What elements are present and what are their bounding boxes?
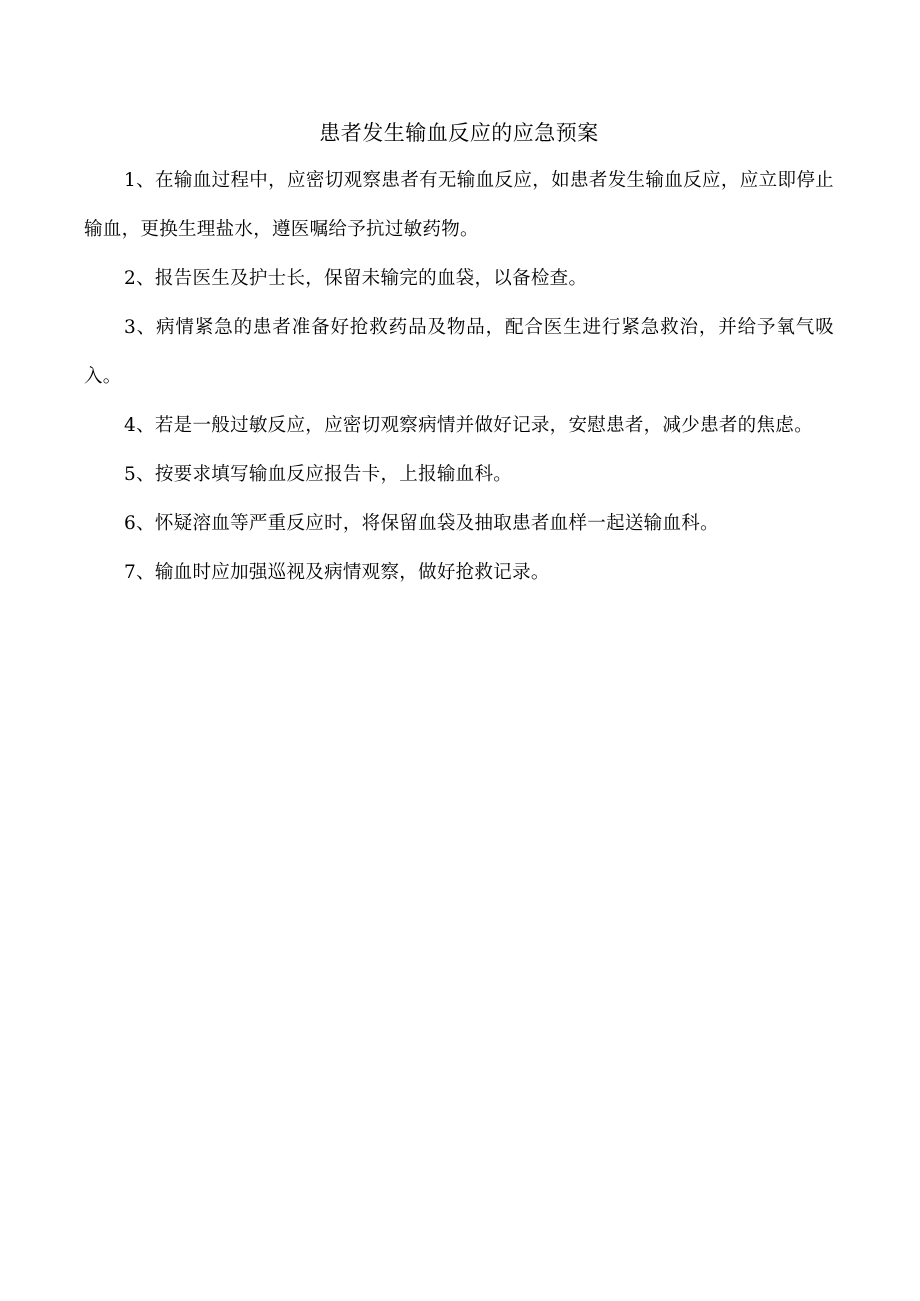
paragraph-3: 3、病情紧急的患者准备好抢救药品及物品，配合医生进行紧急救治，并给予氧气吸入。 [84,317,834,387]
paragraph-7: 7、输血时应加强巡视及病情观察，做好抢救记录。 [124,562,550,583]
paragraph-6: 6、怀疑溶血等严重反应时，将保留血袋及抽取患者血样一起送输血科。 [124,513,719,534]
paragraph-4: 4、若是一般过敏反应，应密切观察病情并做好记录，安慰患者，减少患者的焦虑。 [124,415,813,436]
paragraph-2: 2、报告医生及护士长，保留未输完的血袋，以备检查。 [124,268,588,289]
paragraph-5: 5、按要求填写输血反应报告卡，上报输血科。 [124,464,513,485]
paragraph-1: 1、在输血过程中，应密切观察患者有无输血反应，如患者发生输血反应，应立即停止输血，更换生理盐水，遵医嘱给予抗过敏药物。 [84,170,834,240]
document-title: 患者发生输血反应的应急预案 [319,121,599,145]
